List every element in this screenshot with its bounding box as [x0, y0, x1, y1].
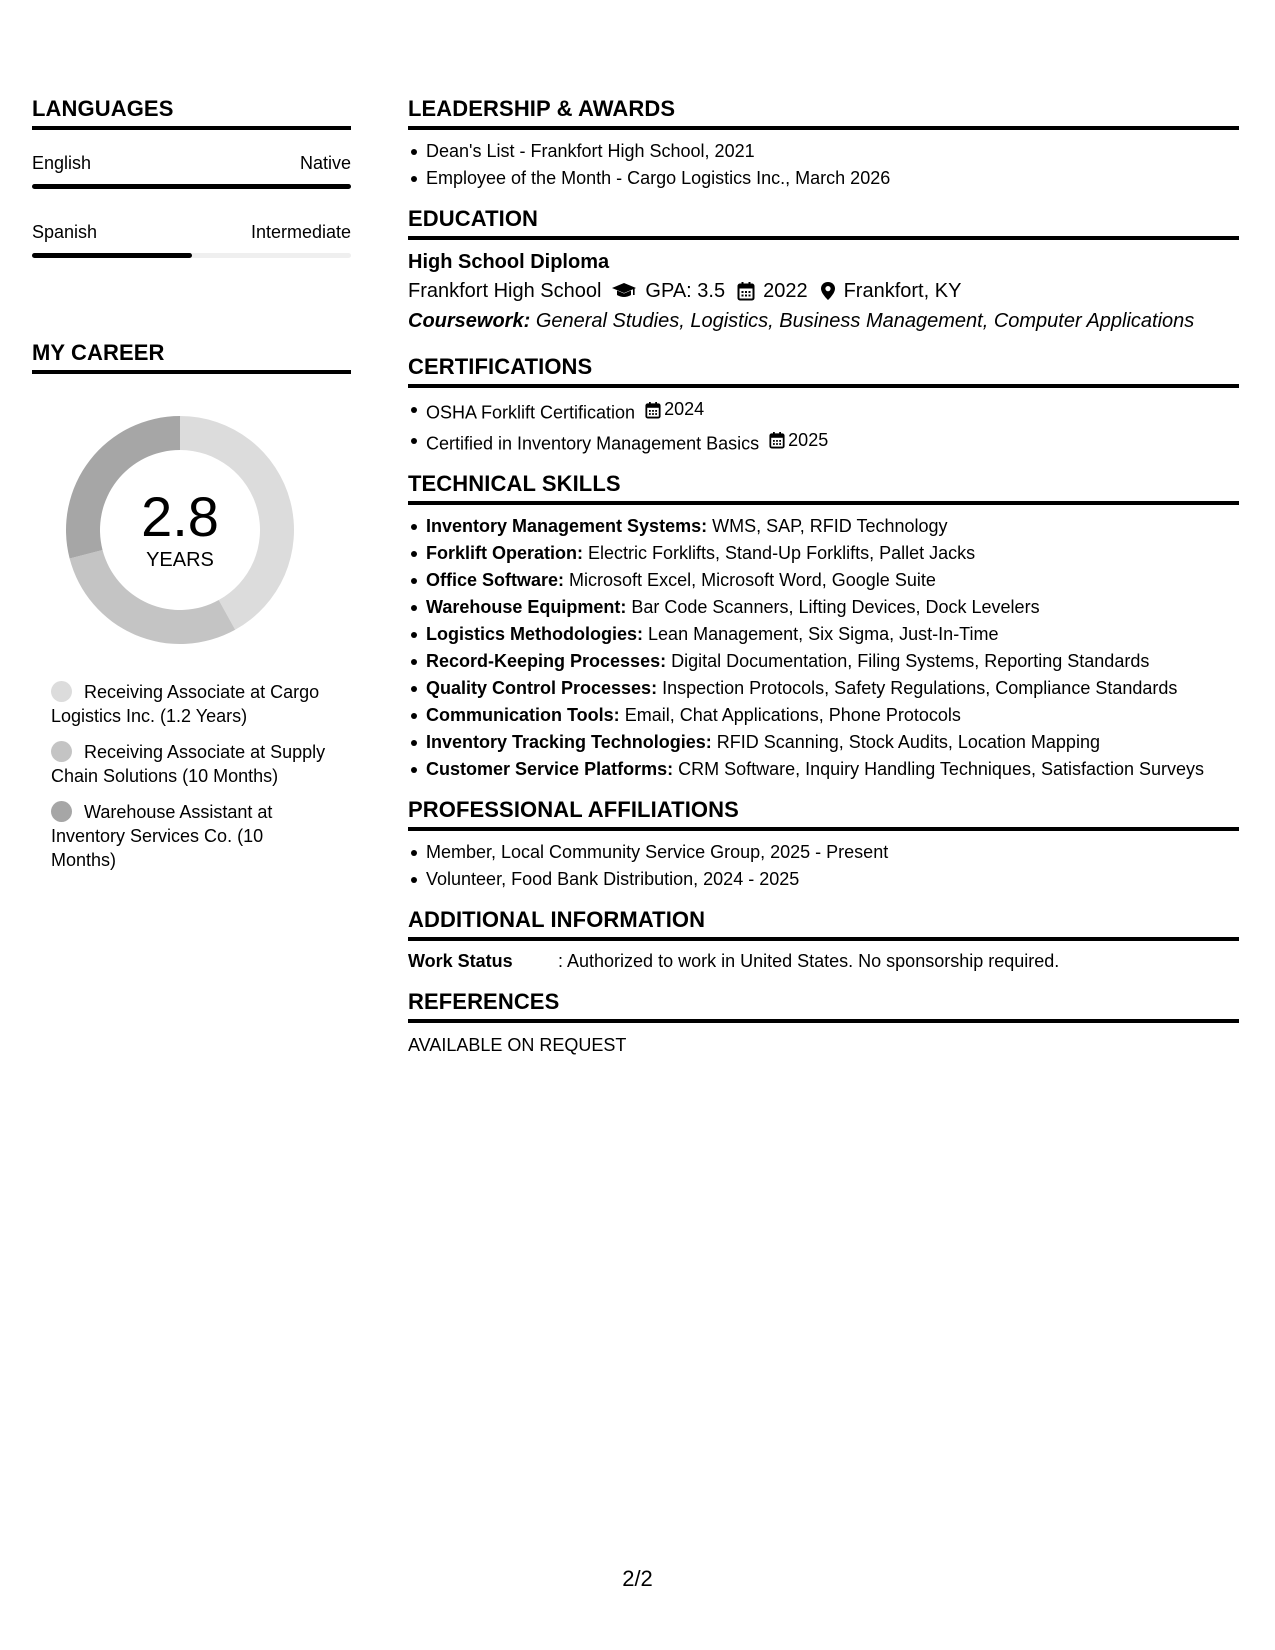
career-donut-chart — [66, 416, 294, 644]
calendar-icon — [769, 431, 785, 449]
skill-label: Record-Keeping Processes: — [426, 651, 667, 671]
certification-name: OSHA Forklift Certification — [426, 402, 636, 423]
legend-label: Receiving Associate at Cargo Logistics Inc. (1.2 Years) — [51, 682, 320, 726]
leadership-section — [408, 96, 1239, 192]
skill-label: Warehouse Equipment: — [426, 597, 627, 617]
languages-section — [32, 96, 351, 258]
list-item — [408, 567, 1239, 594]
skill-label: Customer Service Platforms: — [426, 759, 674, 779]
language-proficiency-bar — [32, 184, 351, 189]
list-item — [408, 729, 1239, 756]
section-divider — [32, 126, 351, 130]
calendar-icon — [645, 401, 661, 419]
left-column — [32, 96, 351, 884]
certification-year: 2024 — [664, 399, 705, 419]
certification-date — [645, 396, 704, 423]
list-item: Member, Local Community Service Group, 2025 - Present — [408, 839, 1239, 866]
legend-item — [51, 800, 331, 872]
skill-value: Microsoft Excel, Microsoft Word, Google Suite — [569, 570, 936, 590]
section-divider — [408, 827, 1239, 831]
affiliations-section — [408, 797, 1239, 893]
skill-label: Communication Tools: — [426, 705, 620, 725]
education-details — [408, 276, 1239, 306]
career-total-value: 2.8 — [141, 485, 219, 548]
graduation-cap-icon — [611, 281, 637, 301]
legend-item — [51, 740, 331, 788]
education-school: Frankfort High School — [408, 280, 602, 302]
skill-value: Lean Management, Six Sigma, Just-In-Time — [648, 624, 999, 644]
section-divider — [408, 384, 1239, 388]
education-degree: High School Diploma — [408, 251, 610, 273]
skills-list — [408, 513, 1239, 783]
career-title: MY CAREER — [32, 340, 165, 365]
leadership-list — [408, 138, 1239, 192]
career-total — [66, 416, 294, 644]
certifications-title: CERTIFICATIONS — [408, 354, 593, 379]
work-status-value: : Authorized to work in United States. No sponsorship required. — [558, 951, 1060, 971]
skill-label: Office Software: — [426, 570, 565, 590]
career-legend — [51, 680, 331, 872]
list-item — [408, 540, 1239, 567]
list-item — [408, 648, 1239, 675]
work-status-label: Work Status — [408, 951, 513, 971]
languages-title: LANGUAGES — [32, 96, 174, 121]
list-item — [408, 756, 1239, 783]
skill-label: Inventory Tracking Technologies: — [426, 732, 712, 752]
legend-label: Warehouse Assistant at Inventory Services Co. (10 Months) — [51, 802, 273, 870]
references-title: REFERENCES — [408, 989, 560, 1014]
skill-label: Forklift Operation: — [426, 543, 583, 563]
section-divider — [408, 126, 1239, 130]
list-item: Volunteer, Food Bank Distribution, 2024 - 2025 — [408, 866, 1239, 893]
list-item — [408, 513, 1239, 540]
skills-section — [408, 471, 1239, 783]
language-name: Spanish — [32, 222, 98, 242]
education-section — [408, 206, 1239, 336]
skill-value: Electric Forklifts, Stand-Up Forklifts, Pallet Jacks — [588, 543, 976, 563]
skill-label: Quality Control Processes: — [426, 678, 658, 698]
calendar-icon — [737, 281, 755, 301]
certifications-list — [408, 396, 1239, 457]
certifications-section — [408, 354, 1239, 457]
section-divider — [32, 370, 351, 374]
language-proficiency-fill — [32, 184, 351, 189]
coursework-label: Coursework: — [408, 310, 531, 332]
list-item — [408, 594, 1239, 621]
skill-label: Logistics Methodologies: — [426, 624, 644, 644]
references-section — [408, 989, 1239, 1057]
list-item — [408, 621, 1239, 648]
language-level: Intermediate — [250, 222, 351, 242]
skill-label: Inventory Management Systems: — [426, 516, 708, 536]
list-item: Employee of the Month - Cargo Logistics Inc., March 2026 — [408, 165, 1239, 192]
additional-info-title: ADDITIONAL INFORMATION — [408, 907, 706, 932]
section-divider — [408, 236, 1239, 240]
section-divider — [408, 937, 1239, 941]
page-number: 2/2 — [622, 1566, 653, 1591]
additional-info-section — [408, 907, 1239, 973]
education-location: Frankfort, KY — [843, 280, 962, 302]
section-divider — [408, 1019, 1239, 1023]
list-item — [408, 427, 1239, 458]
language-name: English — [32, 153, 92, 173]
skill-value: RFID Scanning, Stock Audits, Location Mapping — [716, 732, 1100, 752]
legend-item — [51, 680, 331, 728]
leadership-title: LEADERSHIP & AWARDS — [408, 96, 676, 121]
coursework-value: General Studies, Logistics, Business Management, Computer Applications — [535, 310, 1195, 332]
affiliations-title: PROFESSIONAL AFFILIATIONS — [408, 797, 739, 822]
list-item — [408, 702, 1239, 729]
skill-value: Inspection Protocols, Safety Regulations, Compliance Standards — [662, 678, 1178, 698]
language-proficiency-bar — [32, 253, 351, 258]
right-column — [408, 96, 1239, 1057]
legend-label: Receiving Associate at Supply Chain Solutions (10 Months) — [51, 742, 326, 786]
affiliations-list — [408, 839, 1239, 893]
education-year: 2022 — [763, 280, 808, 302]
location-pin-icon — [820, 281, 836, 301]
references-text: AVAILABLE ON REQUEST — [408, 1035, 627, 1055]
legend-swatch — [51, 801, 72, 822]
list-item: Dean's List - Frankfort High School, 2021 — [408, 138, 1239, 165]
legend-swatch — [51, 681, 72, 702]
career-total-unit: YEARS — [146, 549, 214, 571]
language-proficiency-fill — [32, 253, 192, 258]
career-section — [32, 340, 351, 872]
education-title: EDUCATION — [408, 206, 539, 231]
certification-year: 2025 — [788, 429, 829, 450]
work-status-row — [408, 949, 1239, 973]
skill-value: Bar Code Scanners, Lifting Devices, Dock Levelers — [631, 597, 1040, 617]
certification-date — [769, 427, 828, 454]
education-gpa: GPA: 3.5 — [645, 280, 726, 302]
education-coursework — [408, 306, 1239, 336]
skill-value: WMS, SAP, RFID Technology — [712, 516, 948, 536]
section-divider — [408, 501, 1239, 505]
certification-name: Certified in Inventory Management Basics — [426, 433, 760, 453]
language-item — [32, 152, 351, 189]
language-level: Native — [299, 153, 351, 173]
skill-value: Email, Chat Applications, Phone Protocols — [624, 705, 961, 725]
list-item — [408, 396, 1239, 427]
skill-value: CRM Software, Inquiry Handling Techniques, Satisfaction Surveys — [678, 759, 1205, 779]
legend-swatch — [51, 741, 72, 762]
skill-value: Digital Documentation, Filing Systems, Reporting Standards — [671, 651, 1150, 671]
language-item — [32, 221, 351, 258]
skills-title: TECHNICAL SKILLS — [408, 471, 621, 496]
list-item — [408, 675, 1239, 702]
